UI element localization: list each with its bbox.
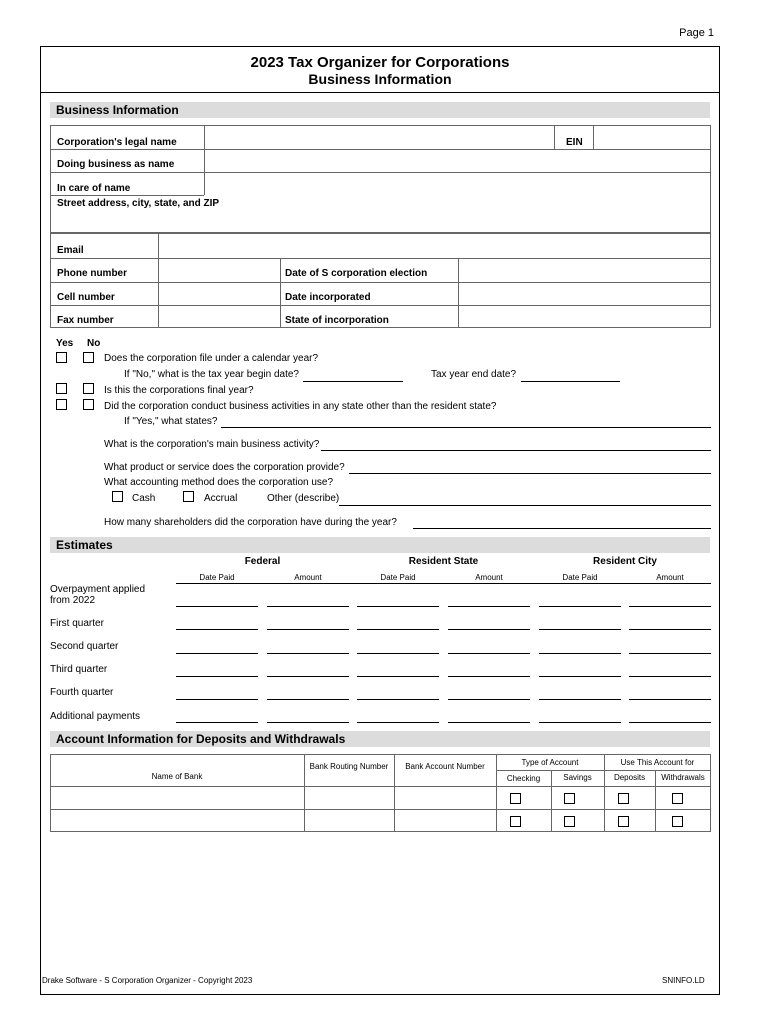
state-incorp-label: State of incorporation <box>285 315 389 326</box>
email-label: Email <box>57 245 84 256</box>
city-amount-header: Amount <box>656 573 684 582</box>
estimate-entry-field[interactable] <box>357 629 439 630</box>
legal-name-field[interactable] <box>206 127 552 147</box>
final-year-yes-checkbox[interactable] <box>56 383 67 394</box>
estimate-entry-field[interactable] <box>539 629 621 630</box>
state-amount-header: Amount <box>475 573 503 582</box>
state-date-paid-header: Date Paid <box>380 573 416 582</box>
estimate-entry-field[interactable] <box>539 606 621 607</box>
withdrawals-checkbox-2[interactable] <box>672 816 683 827</box>
estimate-row-label: First quarter <box>50 618 104 629</box>
savings-checkbox-2[interactable] <box>564 816 575 827</box>
estimate-entry-field[interactable] <box>448 722 530 723</box>
estimate-entry-field[interactable] <box>629 722 711 723</box>
deposits-checkbox-1[interactable] <box>618 793 629 804</box>
estimate-entry-field[interactable] <box>176 722 258 723</box>
method-label: What accounting method does the corporation use? <box>104 477 334 488</box>
other-state-no-checkbox[interactable] <box>83 399 94 410</box>
estimate-entry-field[interactable] <box>539 653 621 654</box>
estimate-entry-field[interactable] <box>357 606 439 607</box>
incorporated-field[interactable] <box>460 284 709 304</box>
phone-field[interactable] <box>160 260 278 281</box>
final-year-no-checkbox[interactable] <box>83 383 94 394</box>
no-header: No <box>87 338 101 349</box>
dba-label: Doing business as name <box>57 159 175 170</box>
account-field-2[interactable] <box>396 811 494 831</box>
states-field[interactable] <box>221 427 711 428</box>
resident-state-header: Resident State <box>408 556 479 567</box>
ein-label: EIN <box>566 137 583 148</box>
form-title: 2023 Tax Organizer for Corporations <box>250 54 510 71</box>
email-field[interactable] <box>160 235 709 257</box>
account-number-header: Bank Account Number <box>405 762 485 771</box>
routing-field-1[interactable] <box>306 788 392 808</box>
city-date-paid-header: Date Paid <box>562 573 598 582</box>
checking-checkbox-2[interactable] <box>510 816 521 827</box>
estimate-entry-field[interactable] <box>629 676 711 677</box>
estimate-entry-field[interactable] <box>267 653 349 654</box>
other-method-field[interactable] <box>339 505 711 506</box>
activity-field[interactable] <box>321 450 711 451</box>
estimate-entry-field[interactable] <box>267 629 349 630</box>
cell-label: Cell number <box>57 292 115 303</box>
estimate-entry-field[interactable] <box>448 676 530 677</box>
bank-name-field-1[interactable] <box>52 788 302 808</box>
estimate-entry-field[interactable] <box>539 676 621 677</box>
estimate-entry-field[interactable] <box>357 699 439 700</box>
deposits-header: Deposits <box>613 773 646 782</box>
s-election-label: Date of S corporation election <box>285 268 428 279</box>
title-divider <box>40 92 720 93</box>
footer-form-code: SNINFO.LD <box>662 976 705 985</box>
accrual-checkbox[interactable] <box>183 491 194 502</box>
estimate-entry-field[interactable] <box>357 722 439 723</box>
incorporated-label: Date incorporated <box>285 292 371 303</box>
resident-city-header: Resident City <box>593 556 657 567</box>
cash-checkbox[interactable] <box>112 491 123 502</box>
estimate-entry-field[interactable] <box>448 653 530 654</box>
other-state-yes-checkbox[interactable] <box>56 399 67 410</box>
begin-date-field[interactable] <box>303 381 403 382</box>
legal-name-label: Corporation's legal name <box>57 137 177 148</box>
type-of-account-header: Type of Account <box>521 758 579 767</box>
estimate-row-label: Third quarter <box>50 664 108 675</box>
checking-header: Checking <box>506 774 541 783</box>
withdrawals-header: Withdrawals <box>661 773 705 782</box>
state-incorp-field[interactable] <box>460 307 709 327</box>
care-of-label: In care of name <box>57 183 131 194</box>
end-date-field[interactable] <box>521 381 620 382</box>
estimate-entry-field[interactable] <box>539 722 621 723</box>
begin-date-label: If "No," what is the tax year begin date? <box>124 369 299 380</box>
estimate-entry-field[interactable] <box>357 653 439 654</box>
section-business-information: Business Information <box>50 102 710 118</box>
estimate-entry-field[interactable] <box>267 722 349 723</box>
checking-checkbox-1[interactable] <box>510 793 521 804</box>
estimate-entry-field[interactable] <box>357 676 439 677</box>
other-state-question: Did the corporation conduct business activities in any state other than the resident state? <box>104 401 497 412</box>
form-subtitle: Business Information <box>308 71 452 87</box>
shareholders-field[interactable] <box>413 528 711 529</box>
federal-amount-header: Amount <box>294 573 322 582</box>
cell-field[interactable] <box>160 284 278 304</box>
estimate-entry-field[interactable] <box>448 699 530 700</box>
cash-label: Cash <box>132 493 156 504</box>
bank-name-field-2[interactable] <box>52 811 302 831</box>
routing-number-header: Bank Routing Number <box>309 762 389 771</box>
estimate-entry-field[interactable] <box>629 629 711 630</box>
fax-field[interactable] <box>160 307 278 327</box>
savings-checkbox-1[interactable] <box>564 793 575 804</box>
footer-copyright: Drake Software - S Corporation Organizer - Copyright 2023 <box>42 976 253 985</box>
estimate-entry-field[interactable] <box>629 606 711 607</box>
estimate-row-label: Fourth quarter <box>50 687 114 698</box>
withdrawals-checkbox-1[interactable] <box>672 793 683 804</box>
estimate-row-label: Overpayment applied from 2022 <box>50 584 146 606</box>
deposits-checkbox-2[interactable] <box>618 816 629 827</box>
estimate-entry-field[interactable] <box>176 676 258 677</box>
calendar-year-question: Does the corporation file under a calendar year? <box>104 353 319 364</box>
estimate-entry-field[interactable] <box>539 699 621 700</box>
savings-header: Savings <box>563 773 592 782</box>
estimate-row-label: Second quarter <box>50 641 119 652</box>
use-for-header: Use This Account for <box>620 758 695 767</box>
estimate-entry-field[interactable] <box>448 629 530 630</box>
s-election-field[interactable] <box>460 260 709 281</box>
estimate-entry-field[interactable] <box>448 606 530 607</box>
estimate-entry-field[interactable] <box>176 699 258 700</box>
shareholders-label: How many shareholders did the corporation have during the year? <box>104 517 397 528</box>
street-label: Street address, city, state, and ZIP <box>57 198 220 209</box>
estimate-row-label: Additional payments <box>50 711 141 722</box>
other-method-label: Other (describe) <box>267 493 340 504</box>
routing-field-2[interactable] <box>306 811 392 831</box>
phone-label: Phone number <box>57 268 128 279</box>
page-number: Page 1 <box>679 27 714 39</box>
estimates-header-rule <box>176 583 711 584</box>
estimate-entry-field[interactable] <box>176 653 258 654</box>
section-estimates: Estimates <box>50 537 710 553</box>
fax-label: Fax number <box>57 315 114 326</box>
estimate-entry-field[interactable] <box>267 699 349 700</box>
federal-header: Federal <box>244 556 281 567</box>
final-year-question: Is this the corporations final year? <box>104 385 254 396</box>
section-accounts: Account Information for Deposits and Withdrawals <box>50 731 710 747</box>
dba-field[interactable] <box>206 151 709 171</box>
street-field[interactable] <box>52 210 709 232</box>
care-of-field[interactable] <box>206 174 709 194</box>
activity-label: What is the corporation's main business activity? <box>104 439 320 450</box>
estimate-entry-field[interactable] <box>629 653 711 654</box>
calendar-year-no-checkbox[interactable] <box>83 352 94 363</box>
end-date-label: Tax year end date? <box>431 369 517 380</box>
account-field-1[interactable] <box>396 788 494 808</box>
yes-header: Yes <box>56 338 74 349</box>
name-of-bank-header: Name of Bank <box>151 772 203 781</box>
states-label: If "Yes," what states? <box>124 416 218 427</box>
accrual-label: Accrual <box>204 493 238 504</box>
federal-date-paid-header: Date Paid <box>199 573 235 582</box>
estimate-entry-field[interactable] <box>629 699 711 700</box>
ein-field[interactable] <box>595 127 709 147</box>
estimate-entry-field[interactable] <box>176 606 258 607</box>
estimate-entry-field[interactable] <box>176 629 258 630</box>
calendar-year-yes-checkbox[interactable] <box>56 352 67 363</box>
product-label: What product or service does the corporation provide? <box>104 462 345 473</box>
product-field[interactable] <box>349 473 711 474</box>
estimate-entry-field[interactable] <box>267 676 349 677</box>
estimate-entry-field[interactable] <box>267 606 349 607</box>
